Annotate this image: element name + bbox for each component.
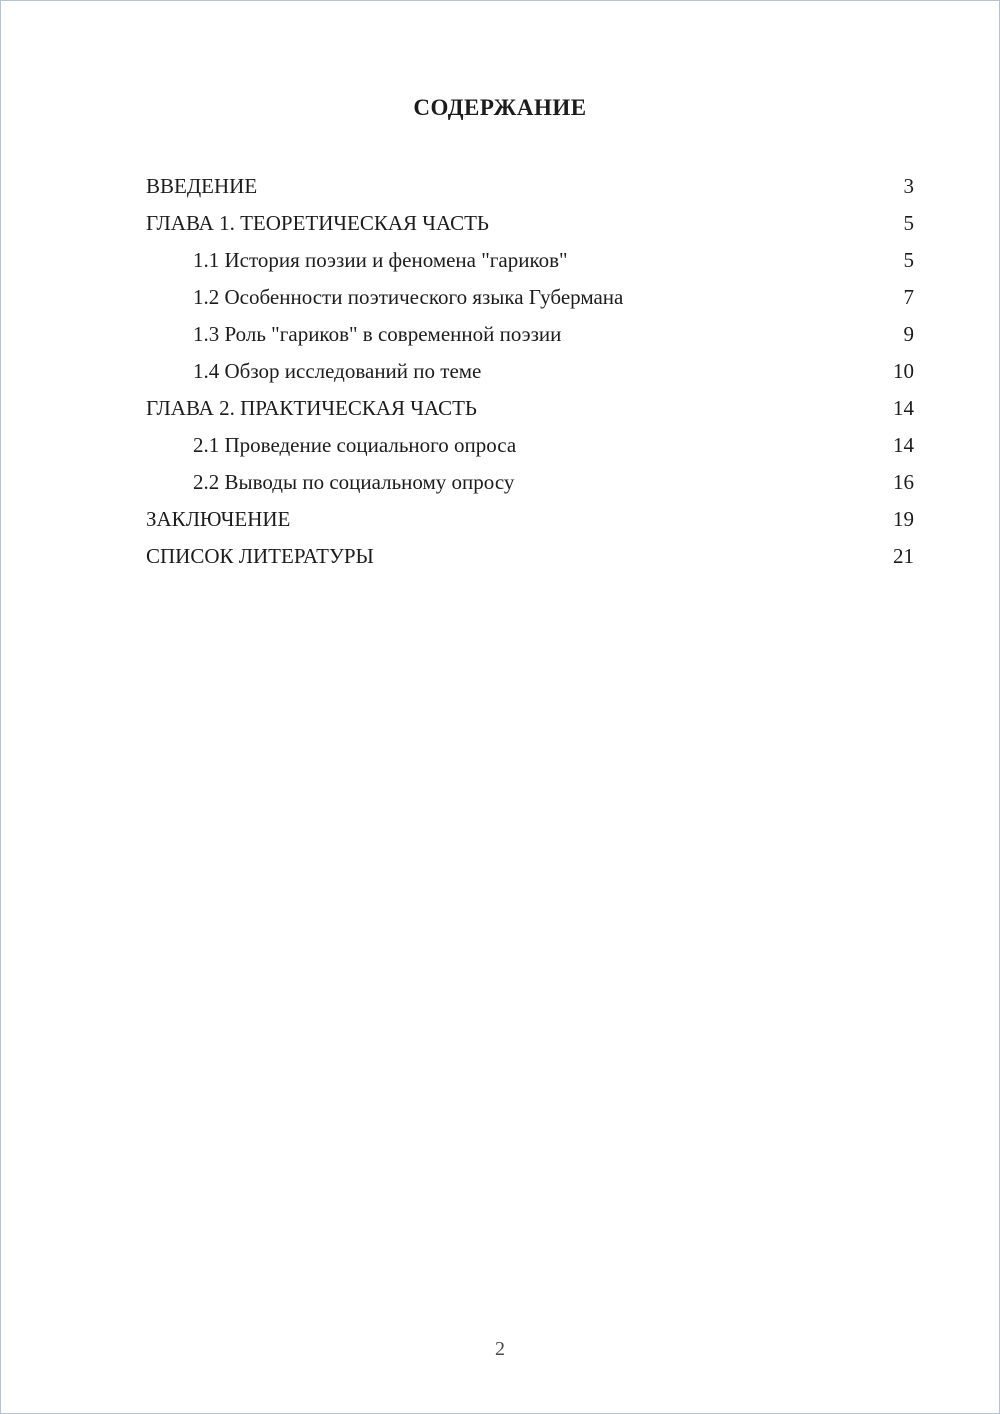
toc-entry-page: 9: [903, 322, 914, 346]
toc-entry-page: 7: [903, 285, 914, 309]
toc-entry-label: 1.3 Роль "гариков" в современной поэзии: [193, 322, 562, 346]
toc-entry-page: 16: [893, 470, 914, 494]
page-title: СОДЕРЖАНИЕ: [413, 95, 587, 120]
toc-entry-page: 10: [893, 359, 914, 383]
toc-entry-label: ГЛАВА 1. ТЕОРЕТИЧЕСКАЯ ЧАСТЬ: [146, 211, 489, 235]
toc-entry-label: 1.2 Особенности поэтического языка Губермана: [193, 285, 624, 309]
toc-entry-label: ГЛАВА 2. ПРАКТИЧЕСКАЯ ЧАСТЬ: [146, 396, 477, 420]
toc-entry-page: 14: [893, 396, 914, 420]
toc-entry-page: 5: [903, 248, 914, 272]
toc-entry: [146, 205, 914, 242]
toc-entry-label: ЗАКЛЮЧЕНИЕ: [146, 507, 291, 531]
toc-entry-page: 14: [893, 433, 914, 457]
toc-entry: [146, 242, 914, 279]
toc-entry-label: 1.1 История поэзии и феномена "гариков": [193, 248, 568, 272]
toc-entry: [146, 353, 914, 390]
toc-entry-page: 21: [893, 544, 914, 568]
toc-entry: [146, 279, 914, 316]
table-of-contents: [146, 168, 914, 575]
toc-entry-label: 2.1 Проведение социального опроса: [193, 433, 517, 457]
toc-entry: [146, 464, 914, 501]
toc-entry: [146, 427, 914, 464]
toc-entry-label: СПИСОК ЛИТЕРАТУРЫ: [146, 544, 374, 568]
page-number: 2: [495, 1338, 505, 1360]
toc-entry-label: 1.4 Обзор исследований по теме: [193, 359, 482, 383]
toc-entry: [146, 316, 914, 353]
toc-entry: [146, 501, 914, 538]
toc-entry: [146, 390, 914, 427]
toc-entry-label: 2.2 Выводы по социальному опросу: [193, 470, 515, 494]
toc-entry-page: 19: [893, 507, 914, 531]
toc-entry-label: ВВЕДЕНИЕ: [146, 174, 258, 198]
toc-entry-page: 5: [903, 211, 914, 235]
toc-entry-page: 3: [903, 174, 914, 198]
toc-entry: [146, 538, 914, 575]
toc-entry: [146, 168, 914, 205]
